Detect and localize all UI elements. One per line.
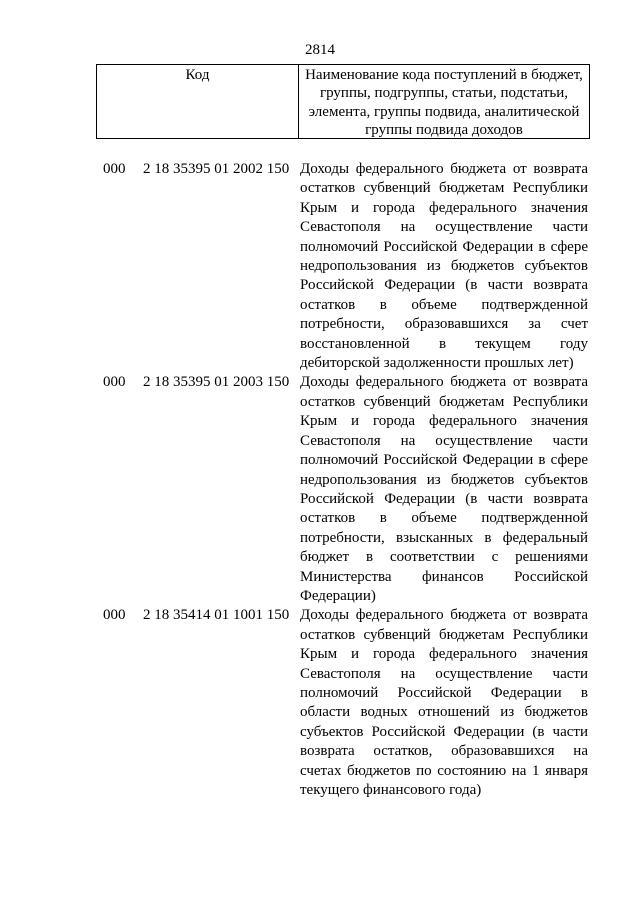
page-number: 2814 xyxy=(305,42,335,58)
row-revenue-code: 2 18 35395 01 2003 150 xyxy=(143,374,290,391)
row-admin-code: 000 xyxy=(103,607,126,624)
header-name-column: Наименование кода поступлений в бюджет, группы, подгруппы, статьи, подстатьи, элемента, группы подвида, аналитической группы подвида доходов xyxy=(305,67,583,139)
header-code-column: Код xyxy=(97,65,299,138)
row-description: Доходы федерального бюджета от возврата остатков субвенций бюджетам Республики Крым и города федерального значения Севастополя на осуществление части полномочий Российской Федерации в сфере недропользования из бюджетов субъектов Российской Федерации (в части возврата остатков в объеме подтвержденной потребности, взысканных в федеральный бюджет в соответствии с решениями Министерства финансов Российской Федерации) xyxy=(300,374,588,604)
row-description: Доходы федерального бюджета от возврата остатков субвенций бюджетам Республики Крым и города федерального значения Севастополя на осуществление части полномочий Российской Федерации в сфере недропользования из бюджетов субъектов Российской Федерации (в части возврата остатков в объеме подтвержденной потребности, образовавшихся за счет восстановленной в текущем году дебиторской задолженности прошлых лет) xyxy=(300,161,588,372)
table-row xyxy=(0,373,640,606)
table-row xyxy=(0,160,640,373)
row-admin-code: 000 xyxy=(103,374,126,391)
table-header xyxy=(96,64,590,139)
row-description: Доходы федерального бюджета от возврата остатков субвенций бюджетам Республики Крым и города федерального значения Севастополя на осуществление части полномочий Российской Федерации в области водных отношений из бюджетов субъектов Российской Федерации (в части возврата остатков, образовавшихся на счетах бюджетов по состоянию на 1 января текущего финансового года) xyxy=(300,607,588,798)
table-body xyxy=(0,160,640,800)
row-revenue-code: 2 18 35395 01 2002 150 xyxy=(143,161,290,177)
row-admin-code: 000 xyxy=(103,161,126,177)
row-revenue-code: 2 18 35414 01 1001 150 xyxy=(143,607,290,624)
table-row xyxy=(0,606,640,800)
